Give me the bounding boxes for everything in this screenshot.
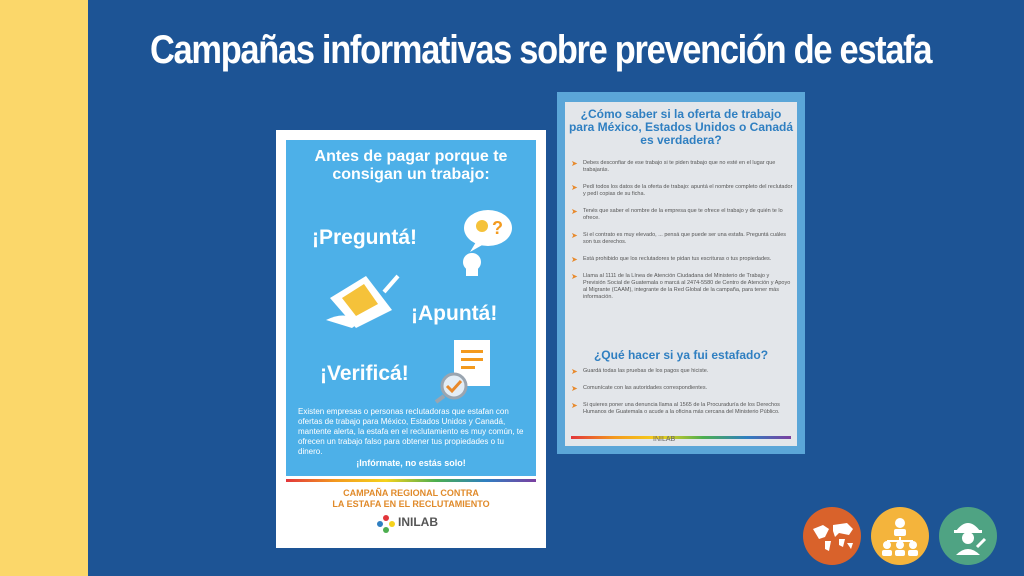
- network-people-icon: [871, 507, 929, 565]
- logo-text: INILAB: [398, 515, 438, 529]
- poster-left: [276, 130, 546, 548]
- arrow-icon: ➤: [571, 384, 578, 393]
- list-item-text: Debes desconfiar de ese trabajo si te piden trabajo que no esté en el lugar que trabajarás.: [583, 160, 776, 173]
- poster-right: [557, 92, 805, 454]
- inilab-star-icon: [376, 514, 396, 534]
- list-item-text: Tenés que saber el nombre de la empresa que te ofrece el trabajo y de quién te lo ofrece.: [583, 208, 783, 221]
- question-bubble-icon: [454, 206, 514, 281]
- list-item: [571, 208, 793, 222]
- arrow-icon: ➤: [571, 367, 578, 376]
- steps-list: [571, 368, 793, 426]
- rainbow-divider: [571, 436, 791, 439]
- word-apunta: ¡Apuntá!: [411, 302, 498, 325]
- list-item: [571, 160, 793, 174]
- svg-text:?: ?: [492, 218, 503, 238]
- campaign-line-1: CAMPAÑA REGIONAL CONTRA: [343, 488, 479, 498]
- list-item-text: Si quieres poner una denuncia llama al 1565 de la Procuraduría de los Derechos Humanos de Guatemala o acude a la oficina más cercana del Ministerio Público.: [583, 402, 780, 415]
- list-item-text: Guardá todas las pruebas de los pagos que hiciste.: [583, 368, 709, 374]
- list-item: [571, 256, 793, 263]
- poster-right-subheading: ¿Qué hacer si ya fui estafado?: [593, 348, 769, 362]
- arrow-icon: ➤: [571, 255, 578, 264]
- heading-line-1: ¿Cómo saber si la oferta de trabajo: [580, 107, 782, 121]
- list-item-text: Llama al 1111 de la Línea de Atención Ciudadana del Ministerio de Trabajo y Previsión Social de Guatemala o marcá al 2474-5580 de Centro de Atención y Apoyo al Migrante (CAAM), integrante de la Red Global de la campaña, para tener más información.: [583, 273, 791, 300]
- arrow-icon: ➤: [571, 183, 578, 192]
- word-verifica: ¡Verificá!: [320, 362, 409, 385]
- list-item-text: Comunícate con las autoridades correspondientes.: [583, 385, 708, 391]
- left-accent-bar: [0, 0, 88, 576]
- list-item: [571, 232, 793, 246]
- poster-right-heading: [565, 108, 797, 147]
- list-item: [571, 184, 793, 198]
- worker-helmet-icon: [939, 507, 997, 565]
- arrow-icon: ➤: [571, 272, 578, 281]
- slide-title: Campañas informativas sobre prevención de estafa: [150, 28, 932, 72]
- list-item-text: Está prohibido que los reclutadores te pidan tus escrituras o tus propiedades.: [583, 256, 772, 262]
- list-item: [571, 368, 793, 375]
- tips-list: [571, 160, 793, 311]
- list-item: [571, 402, 793, 416]
- poster-left-note: ¡Infórmate, no estás solo!: [356, 458, 466, 468]
- writing-paper-icon: [326, 270, 401, 335]
- arrow-icon: ➤: [571, 207, 578, 216]
- poster-left-body: Existen empresas o personas reclutadoras que estafan con ofertas de trabajo para México, Estados Unidos y Canadá, mantente alerta, la estafa en el reclutamiento es muy común, te ofrecen un trabajo falso para obtener tus propiedades o tu dinero.: [298, 407, 524, 456]
- list-item-text: Si el contrato es muy elevado, ... pensá que puede ser una estafa. Preguntá cuáles son tus derechos.: [583, 232, 787, 245]
- list-item-text: Pedí todos los datos de la oferta de trabajo: apuntá el nombre completo del reclutador y pedí copias de su ficha.: [583, 184, 793, 197]
- list-item: [571, 273, 793, 301]
- arrow-icon: ➤: [571, 401, 578, 410]
- rainbow-divider: [286, 479, 536, 482]
- poster-left-campaign: [286, 488, 536, 510]
- heading-line-3: es verdadera?: [640, 133, 722, 147]
- word-pregunta: ¡Preguntá!: [312, 226, 417, 249]
- inilab-logo: [376, 512, 456, 536]
- list-item: [571, 385, 793, 392]
- verify-document-icon: [434, 338, 494, 409]
- poster-left-heading: Antes de pagar porque te consigan un trabajo:: [314, 148, 508, 183]
- poster-left-blue-panel: [286, 140, 536, 476]
- heading-line-2: para México, Estados Unidos o Canadá: [568, 120, 794, 134]
- poster-right-panel: [565, 102, 797, 446]
- arrow-icon: ➤: [571, 231, 578, 240]
- arrow-icon: ➤: [571, 159, 578, 168]
- campaign-line-2: LA ESTAFA EN EL RECLUTAMIENTO: [332, 499, 490, 509]
- world-map-icon: [803, 507, 861, 565]
- poster-right-logo: INILAB: [653, 436, 676, 443]
